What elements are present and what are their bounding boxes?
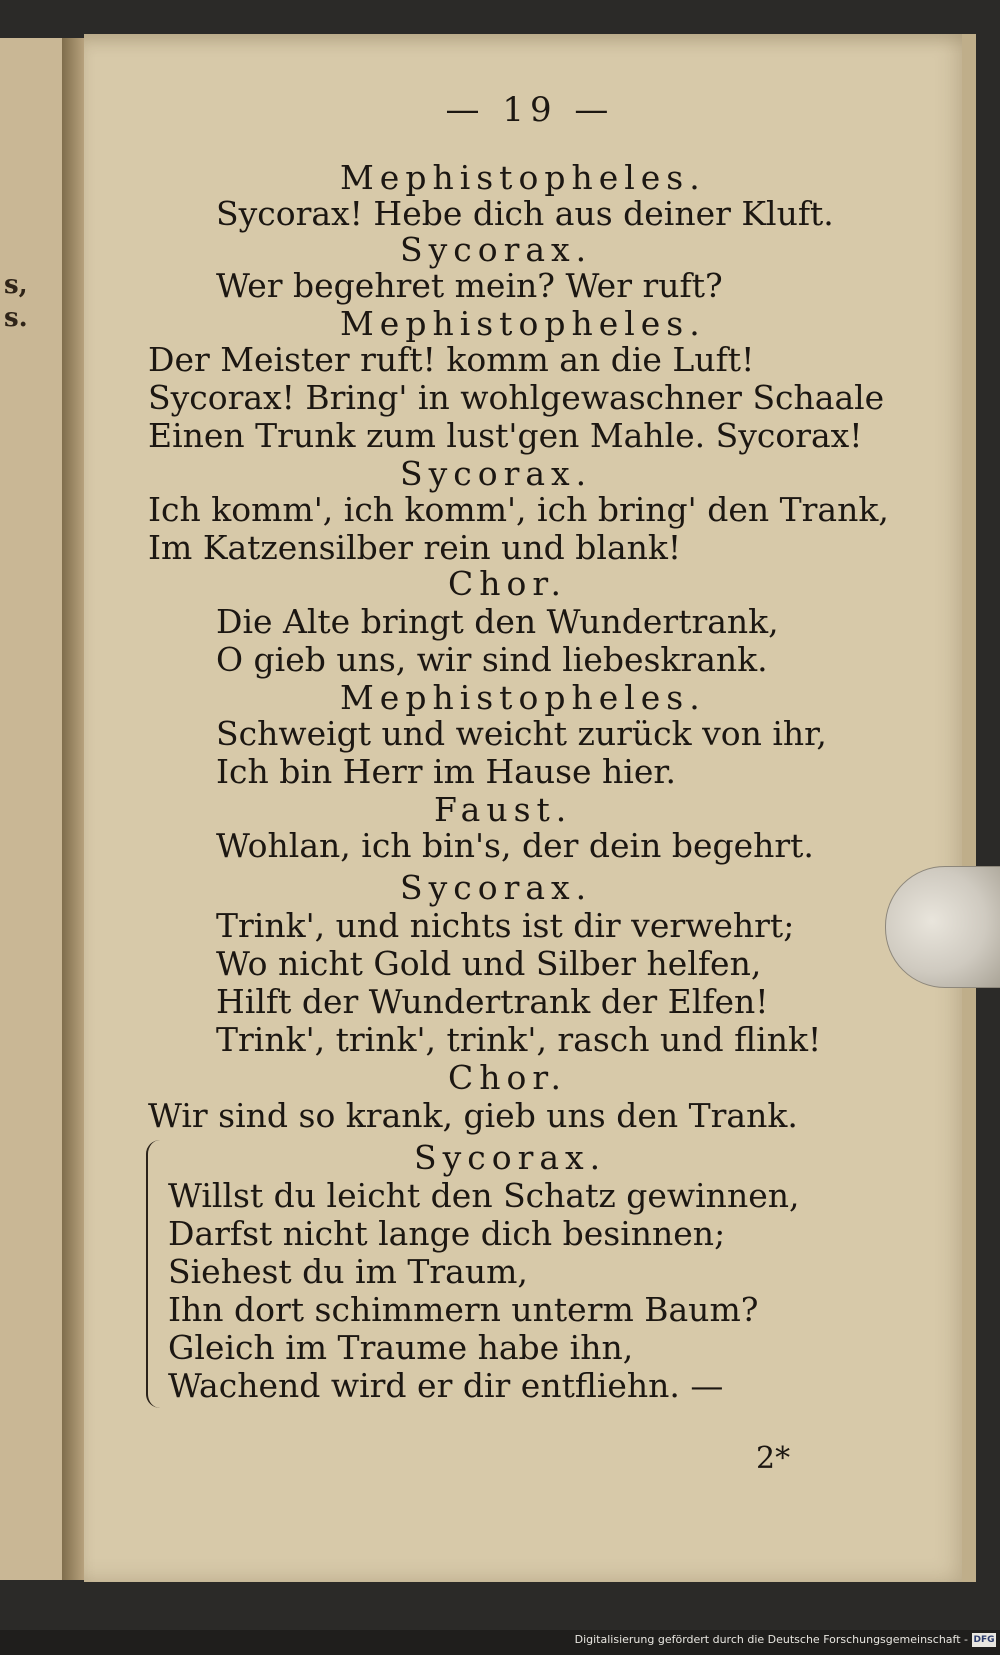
speaker-line: Mephistopheles. bbox=[340, 158, 706, 197]
footer-credit: Digitalisierung gefördert durch die Deutsche Forschungsgemeinschaft - bbox=[574, 1633, 968, 1646]
book-gutter bbox=[62, 38, 84, 1580]
verse-line: Wohlan, ich bin's, der dein begehrt. bbox=[216, 826, 814, 865]
verse-line: Einen Trunk zum lust'gen Mahle. Sycorax! bbox=[148, 416, 863, 455]
speaker-line: Faust. bbox=[434, 790, 573, 829]
verse-line: Wachend wird er dir entfliehn. — bbox=[168, 1366, 724, 1405]
thumb-holding-page bbox=[885, 866, 1000, 988]
verse-line: Wir sind so krank, gieb uns den Trank. bbox=[148, 1096, 798, 1135]
verse-line: Die Alte bringt den Wundertrank, bbox=[216, 602, 779, 641]
page-number: — 19 — bbox=[445, 90, 615, 130]
verse-line: Ich komm', ich komm', ich bring' den Trank, bbox=[148, 490, 889, 529]
previous-page-fragment-2: s. bbox=[4, 303, 28, 333]
dfg-logo-icon: DFG bbox=[973, 1635, 995, 1645]
book-page bbox=[84, 34, 976, 1582]
speaker-line: Mephistopheles. bbox=[340, 678, 706, 717]
speaker-line: Sycorax. bbox=[400, 868, 593, 907]
verse-line: Darfst nicht lange dich besinnen; bbox=[168, 1214, 726, 1253]
speaker-line: Sycorax. bbox=[400, 454, 593, 493]
verse-line: Trink', und nichts ist dir verwehrt; bbox=[216, 906, 795, 945]
verse-line: Sycorax! Bring' in wohlgewaschner Schaale bbox=[148, 378, 885, 417]
verse-line: O gieb uns, wir sind liebeskrank. bbox=[216, 640, 768, 679]
verse-line: Ihn dort schimmern unterm Baum? bbox=[168, 1290, 759, 1329]
verse-line: Siehest du im Traum, bbox=[168, 1252, 528, 1291]
verse-line: Willst du leicht den Schatz gewinnen, bbox=[168, 1176, 800, 1215]
verse-brace bbox=[146, 1140, 166, 1408]
verse-line: Trink', trink', trink', rasch und flink! bbox=[216, 1020, 822, 1059]
verse-line: Im Katzensilber rein und blank! bbox=[148, 528, 682, 567]
speaker-line: Mephistopheles. bbox=[340, 304, 706, 343]
previous-page-edge bbox=[0, 38, 64, 1580]
verse-line: Sycorax! Hebe dich aus deiner Kluft. bbox=[216, 194, 834, 233]
verse-line: Gleich im Traume habe ihn, bbox=[168, 1328, 634, 1367]
page-right-edge bbox=[962, 34, 976, 1582]
verse-line: Hilft der Wundertrank der Elfen! bbox=[216, 982, 769, 1021]
verse-line: Wo nicht Gold und Silber helfen, bbox=[216, 944, 762, 983]
speaker-line: Chor. bbox=[448, 564, 568, 603]
verse-line: Wer begehret mein? Wer ruft? bbox=[216, 266, 723, 305]
speaker-line: Sycorax. bbox=[414, 1138, 607, 1177]
signature-mark: 2* bbox=[756, 1441, 791, 1476]
verse-line: Der Meister ruft! komm an die Luft! bbox=[148, 340, 755, 379]
previous-page-fragment-1: s, bbox=[4, 270, 28, 300]
speaker-line: Chor. bbox=[448, 1058, 568, 1097]
verse-line: Ich bin Herr im Hause hier. bbox=[216, 752, 677, 791]
speaker-line: Sycorax. bbox=[400, 230, 593, 269]
verse-line: Schweigt und weicht zurück von ihr, bbox=[216, 714, 827, 753]
